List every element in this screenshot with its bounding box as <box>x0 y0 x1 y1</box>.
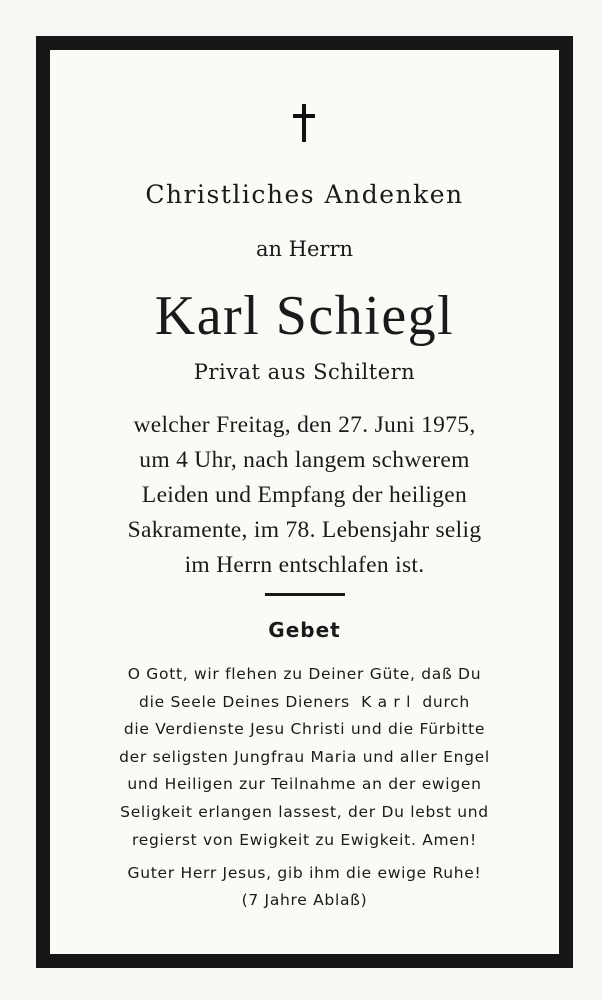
closing-line: Guter Herr Jesus, gib ihm die ewige Ruhe! <box>127 864 482 882</box>
prayer-line: O Gott, wir flehen zu Deiner Güte, daß Du <box>127 665 482 683</box>
prayer-line: und Heiligen zur Teilnahme an der ewigen <box>127 775 482 794</box>
death-notice <box>50 408 559 583</box>
cross-icon <box>293 104 315 142</box>
prayer-line: Seligkeit erlangen lassest, der Du lebst und <box>120 802 489 821</box>
indulgence-note: (7 Jahre Ablaß) <box>241 891 368 909</box>
notice-line: um 4 Uhr, nach langem schwerem <box>139 447 470 473</box>
prayer-line: der seligsten Jungfrau Maria und aller Engel <box>119 747 490 766</box>
notice-line: Leiden und Empfang der heiligen <box>141 482 468 508</box>
card-content <box>50 50 559 954</box>
prayer-line: regierst von Ewigkeit zu Ewigkeit. Amen! <box>132 830 477 849</box>
notice-line: welcher Freitag, den 27. Juni 1975, <box>133 412 476 438</box>
prayer-line: die Seele Deines Dieners K a r l durch <box>139 692 470 711</box>
notice-line: im Herrn entschlafen ist. <box>184 552 425 578</box>
section-divider <box>265 593 345 596</box>
notice-line: Sakramente, im 78. Lebensjahr selig <box>127 517 482 543</box>
mourning-border-frame <box>36 36 573 968</box>
deceased-origin: Privat aus Schiltern <box>193 360 416 384</box>
closing-prayer <box>50 860 559 914</box>
recipient-prefix: an Herrn <box>255 237 354 261</box>
prayer-title: Gebet <box>268 618 341 642</box>
deceased-name: Karl Schiegl <box>154 285 455 347</box>
prayer-text <box>50 661 559 854</box>
prayer-line: die Verdienste Jesu Christi und die Fürbitte <box>123 720 486 739</box>
card-heading: Christliches Andenken <box>145 180 464 209</box>
